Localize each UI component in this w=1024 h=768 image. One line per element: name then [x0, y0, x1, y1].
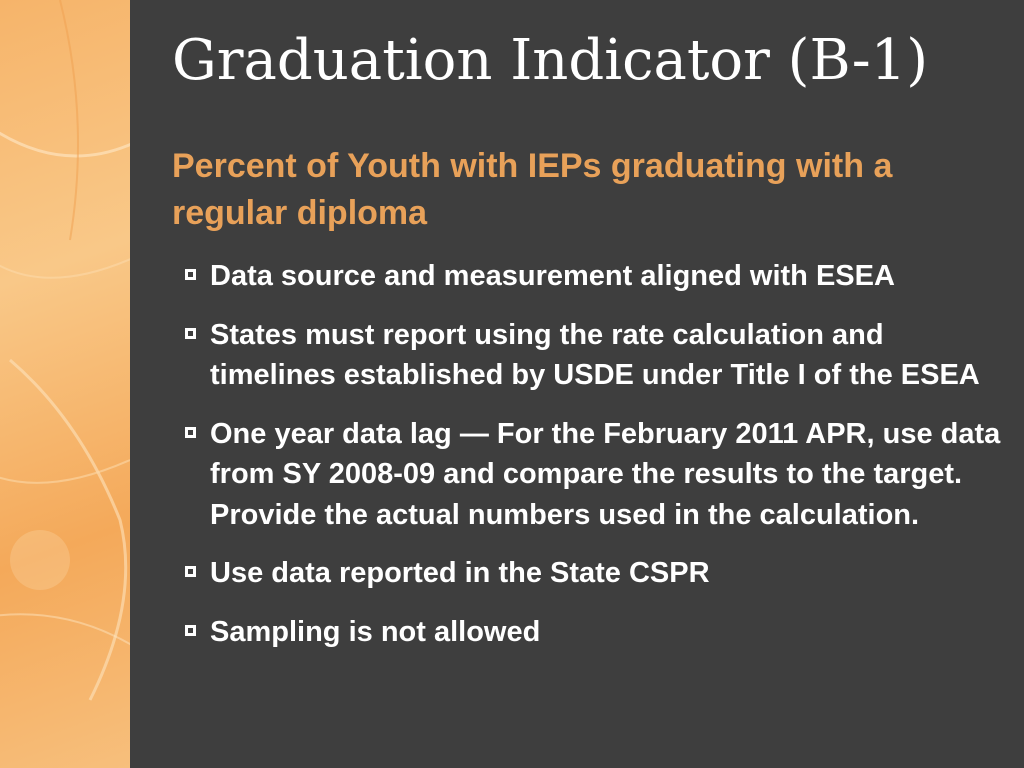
bullet-item [185, 315, 1005, 396]
square-bullet-icon [185, 566, 196, 577]
bullet-item [185, 256, 1005, 297]
slide-title: Graduation Indicator (B-1) [172, 28, 929, 93]
bullet-item [185, 553, 1005, 594]
square-bullet-icon [185, 625, 196, 636]
bullet-text: Sampling is not allowed [210, 615, 541, 648]
slide-subtitle: Percent of Youth with IEPs graduating with a regular diploma [172, 147, 893, 232]
square-bullet-icon [185, 328, 196, 339]
bullet-item [185, 414, 1005, 536]
bullet-text: One year data lag — For the February 2011 APR, use data from SY 2008-09 and compare the results to the target. Provide the actual numbers used in the calculation. [210, 417, 1001, 531]
bullet-item [185, 612, 1005, 653]
square-bullet-icon [185, 269, 196, 280]
square-bullet-icon [185, 427, 196, 438]
slide-content [130, 0, 1024, 768]
bullet-list [185, 256, 1005, 670]
decorative-side-panel [0, 0, 130, 768]
abstract-texture-graphic [0, 0, 130, 768]
bullet-text: States must report using the rate calculation and timelines established by USDE under Title I of the ESEA [210, 318, 980, 391]
bullet-text: Use data reported in the State CSPR [210, 557, 710, 589]
bullet-text: Data source and measurement aligned with ESEA [210, 260, 895, 292]
